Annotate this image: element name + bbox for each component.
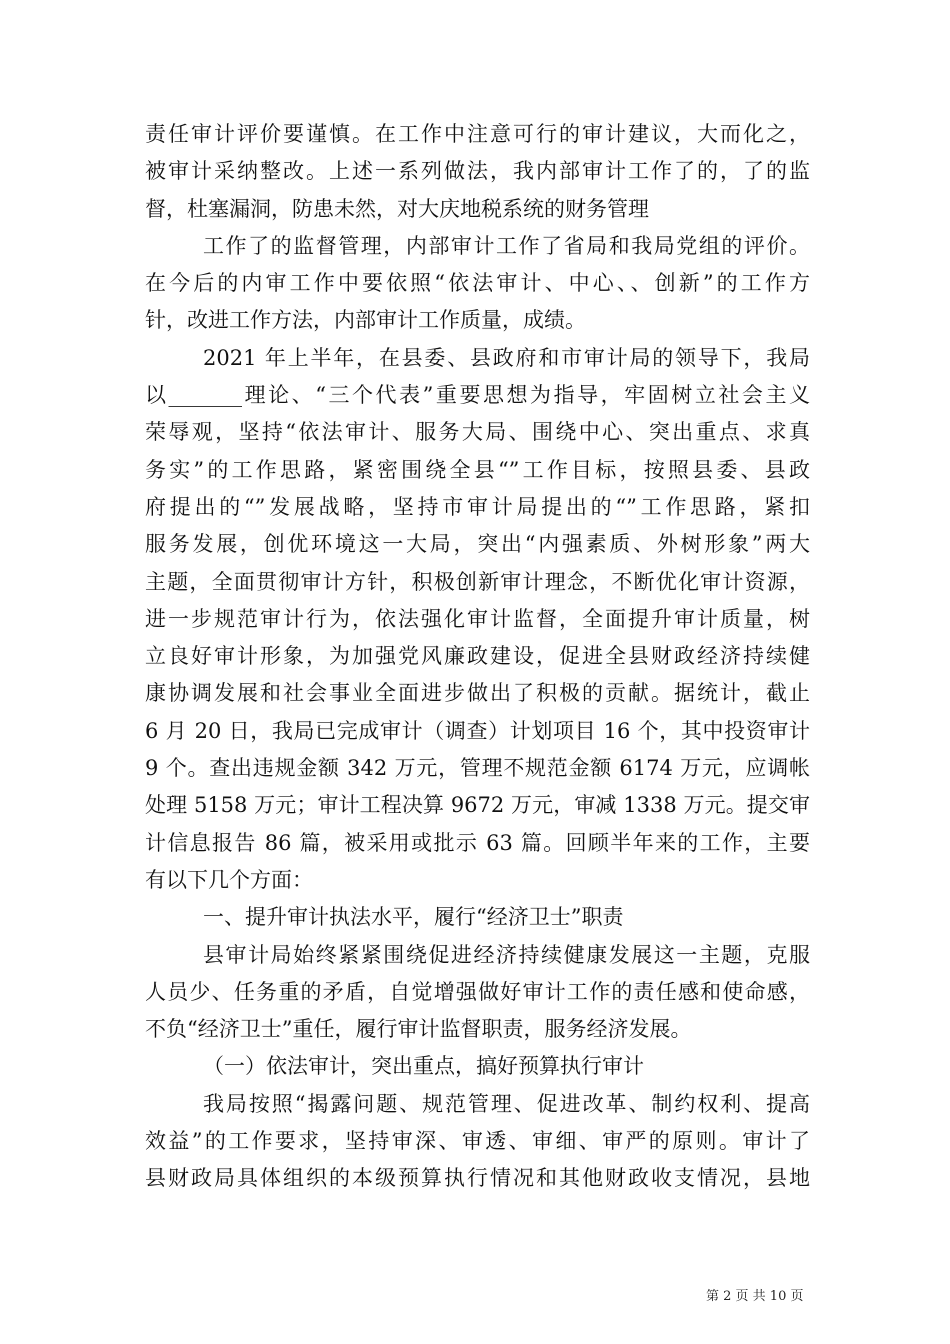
subsection-heading: （一）依法审计，突出重点，搞好预算执行审计 (203, 1054, 644, 1079)
text-line: 处理 5158 万元；审计工程决算 9672 万元，审减 1338 万元。提交审 (145, 793, 810, 818)
page-number-footer: 第 2 页 共 10 页 (706, 1289, 804, 1304)
text-line: 计信息报告 86 篇，被采用或批示 63 篇。回顾半年来的工作，主要 (145, 830, 810, 855)
text-line: 有以下几个方面： (145, 867, 313, 892)
text-line: 效益”的工作要求，坚持审深、审透、审细、审严的原则。审计了 (145, 1129, 810, 1154)
text-line: 责任审计评价要谨慎。在工作中注意可行的审计建议，大而化之， (145, 122, 810, 146)
text-line: 人员少、任务重的矛盾，自觉增强做好审计工作的责任感和使命感， (145, 979, 810, 1004)
text-line: 我局按照“揭露问题、规范管理、促进改革、制约权利、提高 (203, 1091, 810, 1116)
text-line: 进一步规范审计行为，依法强化审计监督，全面提升审计质量，树 (145, 606, 810, 631)
text-line: 被审计采纳整改。上述一系列做法，我内部审计工作了的，了的监 (145, 159, 810, 184)
text-line: 主题，全面贯彻审计方针，积极创新审计理念，不断优化审计资源， (145, 569, 810, 594)
text-line: 服务发展，创优环境这一大局，突出“内强素质、外树形象”两大 (145, 532, 810, 557)
section-heading: 一、提升审计执法水平，履行“经济卫士”职责 (203, 905, 624, 930)
text-line: 康协调发展和社会事业全面进步做出了积极的贡献。据统计，截止 (145, 681, 810, 706)
text-line: 6 月 20 日，我局已完成审计（调查）计划项目 16 个，其中投资审计 (145, 718, 810, 743)
document-body (145, 116, 810, 1198)
text-line: 不负“经济卫士”重任，履行审计监督职责，服务经济发展。 (145, 1017, 692, 1042)
text-line: 县财政局具体组织的本级预算执行情况和其他财政收支情况，县地 (145, 1166, 810, 1191)
text-line: 督，杜塞漏洞，防患未然，对大庆地税系统的财务管理 (145, 196, 649, 221)
text-line: 县审计局始终紧紧围绕促进经济持续健康发展这一主题，克服 (203, 942, 810, 967)
text-line: 以_______理论、“三个代表”重要思想为指导，牢固树立社会主义 (145, 383, 810, 408)
text-line: 务实”的工作思路，紧密围绕全县“”工作目标，按照县委、县政 (145, 457, 810, 482)
text-line: 立良好审计形象，为加强党风廉政建设，促进全县财政经济持续健 (145, 644, 810, 669)
text-line: 府提出的“”发展战略，坚持市审计局提出的“”工作思路，紧扣 (145, 494, 810, 519)
text-line: 荣辱观，坚持“依法审计、服务大局、围绕中心、突出重点、求真 (145, 420, 810, 445)
text-line: 工作了的监督管理，内部审计工作了省局和我局党组的评价。 (203, 233, 810, 258)
text-line: 针，改进工作方法，内部审计工作质量，成绩。 (145, 308, 586, 333)
text-line: 2021 年上半年，在县委、县政府和市审计局的领导下，我局 (203, 345, 810, 370)
text-line: 在今后的内审工作中要依照“依法审计、中心、、创新”的工作方 (145, 271, 810, 296)
text-line: 9 个。查出违规金额 342 万元，管理不规范金额 6174 万元，应调帐 (145, 756, 810, 781)
